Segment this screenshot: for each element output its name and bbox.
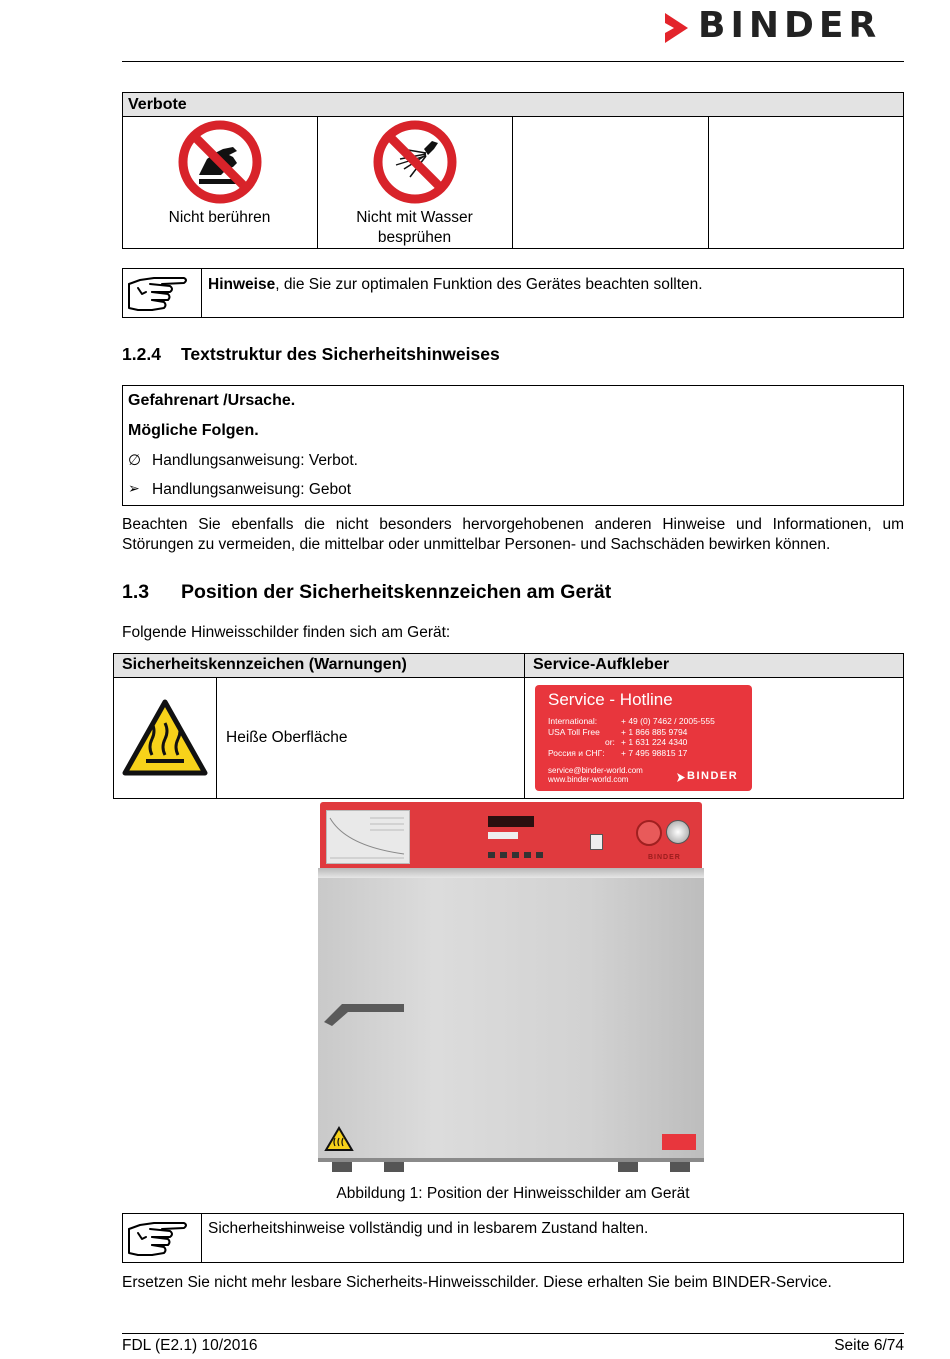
oven-dial [636, 820, 662, 846]
service-row-value: + 7 495 98815 17 [621, 747, 688, 758]
footer-rule [122, 1333, 904, 1334]
header-rule [122, 61, 904, 62]
oven-foot [670, 1162, 690, 1172]
oven-power-switch [590, 834, 603, 850]
service-row-label: International: [548, 716, 598, 726]
hot-surface-warning-icon [122, 699, 208, 777]
oven-panel-brand: BINDER [648, 854, 681, 861]
service-sticker [535, 685, 752, 791]
no-touch-sign-icon [177, 119, 263, 205]
oven-service-label [662, 1134, 696, 1150]
note-1-bold: Hinweise [208, 276, 276, 293]
service-sticker-rows [548, 716, 748, 758]
service-sticker-brand: BINDER [687, 770, 739, 782]
oven-label-plate-chart-icon [326, 810, 408, 862]
service-row [548, 716, 748, 727]
section-1-2-4-number: 1.2.4 [122, 344, 161, 364]
oven-foot [384, 1162, 404, 1172]
note-1-text [208, 275, 703, 295]
footer-page-number: Seite 6/74 [834, 1337, 904, 1354]
service-sticker-email: service@binder-world.com [548, 766, 643, 775]
service-row [548, 727, 748, 738]
note-box-2-divider [201, 1213, 202, 1263]
structure-item-1: Handlungsanweisung: Verbot. [152, 452, 358, 469]
verbote-label-2-line2: besprühen [377, 229, 452, 246]
oven-base [318, 1158, 704, 1162]
signs-table-col1-header: Sicherheitskennzeichen (Warnungen) [122, 656, 407, 673]
paragraph-1-line-1: Beachten Sie ebenfalls die nicht besonders hervorgehobenen anderen Hinweise und Informationen, um [122, 516, 904, 533]
note-box-1-divider [201, 268, 202, 318]
service-row-label: USA Toll Free [548, 726, 600, 737]
verbote-header-rule [122, 116, 904, 117]
verbote-label-1: Nicht berühren [168, 209, 271, 226]
no-water-spray-sign-icon [372, 119, 458, 205]
service-sticker-web: www.binder-world.com [548, 775, 629, 784]
verbote-col-divider-2 [512, 116, 513, 249]
oven-foot [618, 1162, 638, 1172]
note-2-text: Sicherheitshinweise vollständig und in lesbarem Zustand halten. [208, 1220, 649, 1237]
binder-logo [662, 5, 907, 46]
service-row-value: + 1 866 885 9794 [621, 726, 688, 737]
section-1-3-title: Position der Sicherheitskennzeichen am Gerät [181, 581, 612, 603]
binder-logo-mark-icon [662, 10, 700, 46]
oven-figure [318, 802, 704, 1174]
paragraph-2: Ersetzen Sie nicht mehr lesbare Sicherheits-Hinweisschilder. Diese erhalten Sie beim BINDER-Service. [122, 1274, 832, 1291]
verbote-col-divider-3 [708, 116, 709, 249]
verbote-label-2-line1: Nicht mit Wasser [356, 209, 473, 226]
pointing-hand-icon [126, 272, 190, 316]
signs-table-icon-divider [216, 677, 217, 799]
structure-item-2: Handlungsanweisung: Gebot [152, 481, 352, 498]
paragraph-1-line-2: Störungen zu vermeiden, die mittelbar oder unmittelbar Personen- und Sachschäden bewirken können. [122, 536, 831, 553]
section-1-3-number: 1.3 [122, 581, 150, 603]
oven-display [488, 816, 534, 827]
structure-line-1: Gefahrenart /Ursache. [128, 392, 296, 409]
service-sticker-title: Service - Hotline [548, 690, 673, 709]
service-sticker-logo-icon [677, 773, 685, 782]
arrow-bullet-icon: ➢ [128, 481, 140, 497]
pointing-hand-icon [126, 1217, 190, 1261]
service-row [548, 737, 748, 748]
signs-table-col-divider [524, 653, 525, 799]
footer-doc-id: FDL (E2.1) 10/2016 [122, 1337, 258, 1354]
service-row-label: or: [605, 737, 615, 748]
oven-knob [666, 820, 690, 844]
signs-table-col2-header: Service-Aufkleber [533, 656, 670, 673]
structure-line-2: Mögliche Folgen. [128, 422, 259, 439]
oven-door-handle-icon [320, 998, 410, 1028]
note-1-rest: , die Sie zur optimalen Funktion des Gerätes beachten sollten. [275, 276, 703, 293]
service-row-label: Россия и СНГ: [548, 747, 605, 758]
service-row-value: + 49 (0) 7462 / 2005-555 [621, 716, 715, 726]
verbote-title: Verbote [128, 96, 187, 113]
service-row-value: + 1 631 224 4340 [621, 737, 688, 748]
oven-button-row [488, 852, 546, 858]
section-1-3-intro: Folgende Hinweisschilder finden sich am Gerät: [122, 624, 451, 641]
figure-caption: Abbildung 1: Position der Hinweisschilder am Gerät [336, 1185, 690, 1202]
oven-foot [332, 1162, 352, 1172]
oven-seam [318, 868, 704, 878]
service-row [548, 748, 748, 759]
oven-hot-surface-label-icon [324, 1126, 354, 1152]
binder-logo-text: BINDER [698, 5, 882, 46]
oven-display-2 [488, 832, 518, 839]
hot-surface-label: Heiße Oberfläche [226, 729, 348, 746]
verbote-header-bg [123, 93, 903, 116]
prohibition-bullet-icon: ∅ [128, 451, 142, 469]
signs-table-header-rule [113, 677, 904, 678]
section-1-2-4-title: Textstruktur des Sicherheitshinweises [181, 344, 500, 364]
